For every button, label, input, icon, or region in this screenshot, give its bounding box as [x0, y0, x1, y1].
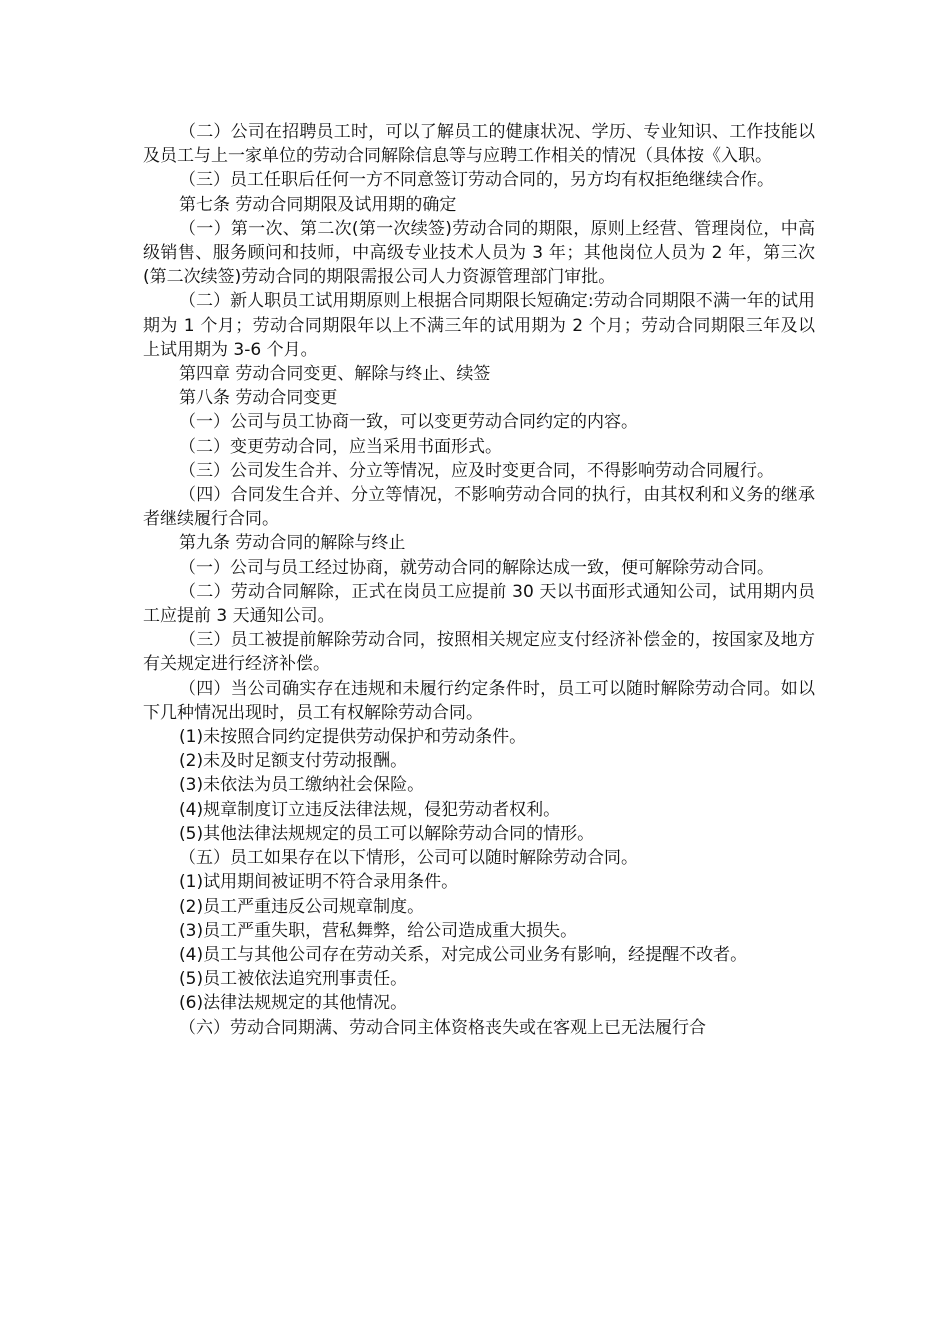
- list-item: (6)法律法规规定的其他情况。: [179, 993, 408, 1014]
- list-item: (4)规章制度订立违反法律法规，侵犯劳动者权利。: [179, 799, 561, 820]
- paragraph: （二）新人职员工试用期原则上根据合同期限长短确定:劳动合同期限不满一年的试用期为 1 个月；劳动合同期限年以上不满三年的试用期为 2 个月；劳动合同期限三年及以上试用期为 3-6 个月。: [143, 291, 815, 360]
- paragraph: （五）员工如果存在以下情形，公司可以随时解除劳动合同。: [179, 848, 638, 869]
- paragraph: （一）公司与员工经过协商，就劳动合同的解除达成一致，便可解除劳动合同。: [179, 557, 774, 578]
- list-item: (4)员工与其他公司存在劳动关系，对完成公司业务有影响，经提醒不改者。: [179, 944, 748, 965]
- article-heading: 第八条 劳动合同变更: [179, 388, 338, 409]
- paragraph: （四）当公司确实存在违规和未履行约定条件时，员工可以随时解除劳动合同。如以下几种情况出现时，员工有权解除劳动合同。: [143, 678, 815, 723]
- paragraph: （二）公司在招聘员工时，可以了解员工的健康状况、学历、专业知识、工作技能以及员工与上一家单位的劳动合同解除信息等与应聘工作相关的情况（具体按《入职。: [143, 122, 815, 167]
- list-item: (2)未及时足额支付劳动报酬。: [179, 751, 408, 772]
- list-item: (5)员工被依法追究刑事责任。: [179, 969, 408, 990]
- paragraph: （一）公司与员工协商一致，可以变更劳动合同约定的内容。: [179, 412, 638, 433]
- article-heading: 第九条 劳动合同的解除与终止: [179, 533, 406, 554]
- paragraph: （二）变更劳动合同，应当采用书面形式。: [179, 436, 502, 457]
- paragraph: （三）员工被提前解除劳动合同，按照相关规定应支付经济补偿金的，按国家及地方有关规定进行经济补偿。: [143, 630, 815, 675]
- document-body: [143, 120, 815, 1040]
- paragraph: （六）劳动合同期满、劳动合同主体资格丧失或在客观上已无法履行合: [179, 1017, 706, 1038]
- list-item: (2)员工严重违反公司规章制度。: [179, 896, 425, 917]
- paragraph: （一）第一次、第二次(第一次续签)劳动合同的期限，原则上经营、管理岗位，中高级销售、服务顾问和技师，中高级专业技术人员为 3 年；其他岗位人员为 2 年，第三次(第二次续签)劳动合同的期限需报公司人力资源管理部门审批。: [143, 218, 815, 288]
- paragraph: （四）合同发生合并、分立等情况，不影响劳动合同的执行，由其权利和义务的继承者继续履行合同。: [143, 485, 815, 530]
- list-item: (1)未按照合同约定提供劳动保护和劳动条件。: [179, 727, 527, 748]
- paragraph: （三）公司发生合并、分立等情况，应及时变更合同，不得影响劳动合同履行。: [179, 460, 774, 481]
- list-item: (1)试用期间被证明不符合录用条件。: [179, 872, 459, 893]
- list-item: (5)其他法律法规规定的员工可以解除劳动合同的情形。: [179, 823, 595, 844]
- list-item: (3)未依法为员工缴纳社会保险。: [179, 775, 425, 796]
- paragraph: （三）员工任职后任何一方不同意签订劳动合同的，另方均有权拒绝继续合作。: [179, 170, 774, 191]
- chapter-heading: 第四章 劳动合同变更、解除与终止、续签: [179, 364, 491, 385]
- list-item: (3)员工严重失职，营私舞弊，给公司造成重大损失。: [179, 920, 578, 941]
- article-heading: 第七条 劳动合同期限及试用期的确定: [179, 194, 457, 215]
- paragraph: （二）劳动合同解除，正式在岗员工应提前 30 天以书面形式通知公司，试用期内员工应提前 3 天通知公司。: [143, 581, 815, 627]
